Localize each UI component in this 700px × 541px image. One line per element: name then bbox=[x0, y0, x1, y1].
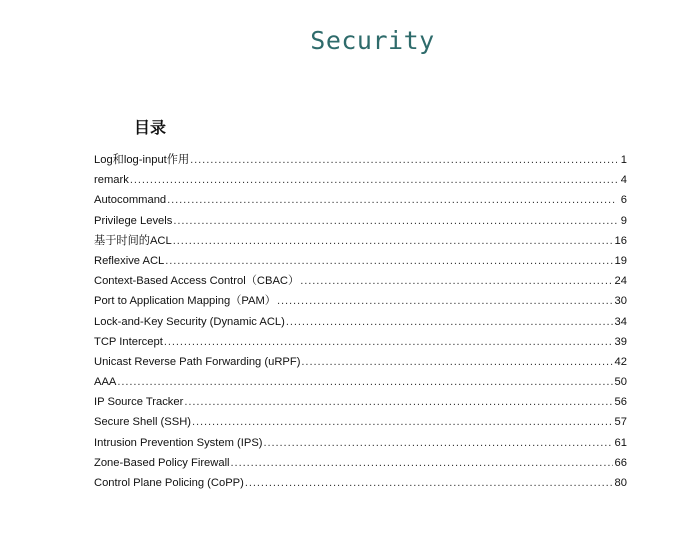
toc-dot-leader bbox=[231, 453, 613, 473]
toc-entry[interactable] bbox=[94, 231, 627, 251]
toc-dot-leader bbox=[117, 372, 612, 392]
toc-entry-label: AAA bbox=[94, 376, 117, 389]
toc-dot-leader bbox=[173, 231, 613, 251]
toc-dot-leader bbox=[164, 332, 613, 352]
toc-entry-label: remark bbox=[94, 174, 129, 187]
toc-entry-page: 9 bbox=[620, 214, 627, 227]
toc-entry-label: Context-Based Access Control（CBAC） bbox=[94, 275, 300, 288]
toc-dot-leader bbox=[190, 150, 617, 170]
page-title: Security bbox=[310, 26, 435, 55]
toc-dot-leader bbox=[167, 190, 617, 210]
toc-dot-leader bbox=[300, 271, 612, 291]
toc-entry-page: 39 bbox=[614, 335, 627, 348]
toc-entry-page: 61 bbox=[614, 436, 627, 449]
toc-entry[interactable] bbox=[94, 433, 627, 453]
toc-entry-label: Zone-Based Policy Firewall bbox=[94, 456, 230, 469]
toc-entry-page: 66 bbox=[614, 456, 627, 469]
toc-entry-page: 34 bbox=[614, 315, 627, 328]
toc-entry-page: 1 bbox=[620, 154, 627, 166]
toc-entry[interactable] bbox=[94, 251, 627, 271]
toc-dot-leader bbox=[165, 251, 612, 271]
toc-entry-label: Log和log-input作用 bbox=[94, 154, 190, 166]
toc-entry-page: 6 bbox=[620, 194, 627, 207]
toc-entry-label: Intrusion Prevention System (IPS) bbox=[94, 436, 263, 449]
toc-entry[interactable] bbox=[94, 352, 627, 372]
toc-entry[interactable] bbox=[94, 412, 627, 432]
toc-entry[interactable] bbox=[94, 392, 627, 412]
toc-entry-label: Unicast Reverse Path Forwarding (uRPF) bbox=[94, 355, 301, 368]
toc-dot-leader bbox=[264, 433, 613, 453]
toc-entry[interactable] bbox=[94, 170, 627, 190]
toc-dot-leader bbox=[173, 211, 617, 231]
toc-dot-leader bbox=[301, 352, 612, 372]
toc-entry-label: IP Source Tracker bbox=[94, 396, 184, 409]
toc-entry[interactable] bbox=[94, 453, 627, 473]
toc-entry[interactable] bbox=[94, 150, 627, 170]
toc-dot-leader bbox=[130, 170, 617, 190]
toc-entry[interactable] bbox=[94, 332, 627, 352]
toc-entry[interactable] bbox=[94, 190, 627, 210]
toc-dot-leader bbox=[192, 412, 613, 432]
toc-dot-leader bbox=[286, 312, 613, 332]
toc-entry-page: 16 bbox=[614, 234, 627, 247]
toc-entry-page: 80 bbox=[614, 477, 627, 489]
toc-heading: 目录 bbox=[134, 118, 167, 137]
toc-entry-label: Control Plane Policing (CoPP) bbox=[94, 477, 244, 489]
toc-entry-page: 42 bbox=[614, 355, 627, 368]
toc-entry-page: 30 bbox=[614, 295, 627, 308]
toc-entry[interactable] bbox=[94, 473, 627, 493]
toc-entry-label: 基于时间的ACL bbox=[94, 234, 172, 247]
toc-entry-page: 56 bbox=[614, 396, 627, 409]
toc-entry-label: Port to Application Mapping（PAM） bbox=[94, 295, 276, 308]
toc-entry-page: 4 bbox=[620, 174, 627, 187]
toc-entry[interactable] bbox=[94, 271, 627, 291]
toc-dot-leader bbox=[277, 291, 613, 311]
toc-entry-label: Secure Shell (SSH) bbox=[94, 416, 191, 429]
toc-entry-label: TCP Intercept bbox=[94, 335, 163, 348]
toc-entry-page: 19 bbox=[614, 254, 627, 267]
toc-entry[interactable] bbox=[94, 372, 627, 392]
toc-entry-label: Autocommand bbox=[94, 194, 167, 207]
toc-dot-leader bbox=[245, 473, 613, 493]
toc-entry-label: Lock-and-Key Security (Dynamic ACL) bbox=[94, 315, 285, 328]
toc-entry-label: Reflexive ACL bbox=[94, 254, 165, 267]
toc-entry-page: 24 bbox=[614, 275, 627, 288]
toc-entry-page: 57 bbox=[614, 416, 627, 429]
toc-entry[interactable] bbox=[94, 312, 627, 332]
toc-entry-page: 50 bbox=[614, 376, 627, 389]
toc-entry[interactable] bbox=[94, 291, 627, 311]
toc-entry-label: Privilege Levels bbox=[94, 214, 173, 227]
table-of-contents bbox=[94, 150, 627, 493]
toc-entry[interactable] bbox=[94, 211, 627, 231]
toc-dot-leader bbox=[184, 392, 612, 412]
